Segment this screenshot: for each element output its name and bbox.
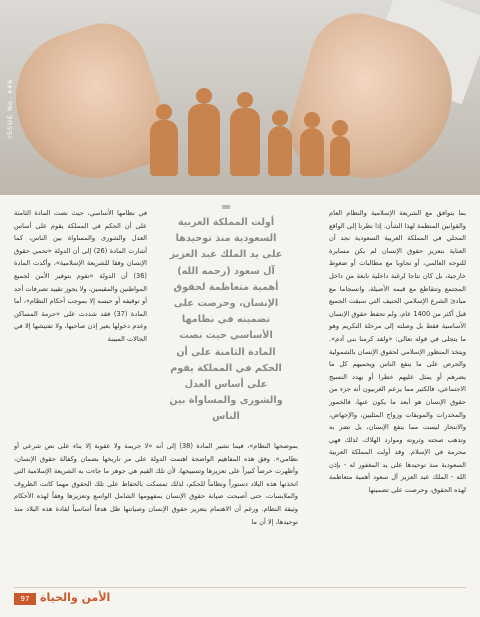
- column-left-continuation: [14, 440, 298, 528]
- pull-quote-text: أولت المملكة العربية السعودية منذ توحيدها على يد الملك عبد العزيز آل سعود (رحمه الله) أهمية متعاظمة لحقوق الإنسان، وحرصت على تضمينه في نظامها الأساسي حيث نصت المادة الثامنة على أن الحكم في المملكة يقوم على أساس العدل والشورى والمساواة بين الناس: [169, 217, 283, 423]
- family-figure: [230, 108, 260, 176]
- column-left-text: في نظامها الأساسي، حيث نصت المادة الثامنة على أن الحكم في المملكة يقوم على أساس العدل والشورى والمساواة بين الناس، كما أشارت المادة (26) إلى أن الدولة «تحمي حقوق الإنسان وفقا للشريعة الإسلامية»، وأكدت المادة (36) أن الدولة «تقوم بتوفير الأمن لجميع المواطنين والمقيمين، ولا يجوز تقييد تصرفات أحد أو توقيفه أو حبسه إلا بموجب أحكام النظام»، أما المادة (37) فقد شددت على «حرمة المساكن وعدم دخولها بغير إذن صاحبها، ولا تفتيشها إلا في الحالات المبينة: [14, 209, 147, 343]
- magazine-brand: الأمن والحياة: [40, 591, 111, 604]
- family-figure: [188, 104, 220, 176]
- column-left-continuation-text: بموضحها النظام»، فيما تشير المادة (38) إلى أنه «لا جريمة ولا عقوبة إلا بناء على نص شرعي أو نظامي». وفق هذه المفاهيم الواضحة اهتمت الدولة على مر تاريخها بضمان وكفالة حقوق الإنسان، وأظهرت حرصاً كبيراً على تعزيزها وتسييجها، لأن تلك القيم هي جوهر ما جاءت به الشريعة الإسلامية التي اتخذتها هذه البلاد دستوراً ونظاماً للحكم، لذلك تمسكت بالحفاظ على تلك الحقوق مهما كانت الظروف والملابسات، حتى أصبحت صيانة حقوق الإنسان بمفهومها الشامل الواسع وتعزيزها وفقاً لهذه الأحكام وثيقة النظام. ورغم أن الاهتمام بتعزيز حقوق الإنسان وصيانتها ظل هدفاً أساسياً لقادة هذه البلاد منذ توحيدها، إلا أن ما: [14, 442, 298, 526]
- family-figure: [330, 136, 350, 176]
- family-figure: [150, 120, 178, 176]
- column-right-text: بما يتوافق مع الشريعة الإسلامية والنظام العام والقوانين المنظمة لهذا الشأن. إذا نظرنا إلى الواقع المحلي في المملكة العربية السعودية نجد أن العناية بتعزيز حقوق الإنسان لم يكن مسايرة للتوجه العالمي، أو تجاوبا مع مطالبات أو ضغوط خارجية، بل كان نتاجا لرغبة داخلية نابعة من داخل المجتمع وتتقاطع مع قيمه الأصيلة، وانسجاما مع مبادئ الشرع الإسلامي الحنيف التي سبقت الجميع قبل أكثر من 1400 عام، ولم تحفظ حقوق الإنسان الأساسية فقط بل وصلته إلى مرحلة التكريم وهو ما يتجلى في قوله تعالى: «ولقد كرمنا بني آدم». ويتخذ المنظور الإسلامي لحقوق الإنسان بالشمولية والحرص على ما ينفع الناس ويحميهم كل ما يضرهم أو يمثل عليهم خطرا أو يهدد النسيج الاجتماعي، فالكثير مما يزعم الغربيون أنه جزء من حقوق الإنسان هو أبعد ما يكون عنها، فالخمور والمخدرات والموبقات وزواج المثليين، والإجهاض، والانتحار ليست مما ينفع الإنسان، بل تضر به وتذهب صحته وثروته وموارد الهلاك، لذلك فهي محرمة في الإسلام. وقد أولت المملكة العربية السعودية منذ توحيدها على يد المغفور له - بإذن الله - الملك عبد العزيز آل سعود أهمية متعاظمة لهذه الحقوق، وحرصت على تضمينها: [329, 209, 467, 495]
- page-footer: [0, 585, 480, 617]
- column-right: [329, 207, 466, 497]
- footer-divider: [14, 587, 466, 588]
- pull-quote: [166, 215, 286, 426]
- header-photo: [0, 0, 480, 195]
- family-figure: [268, 126, 292, 176]
- column-left: [14, 207, 147, 346]
- issue-label: ISSUE No. 446: [6, 78, 14, 138]
- pull-quote-bar: [222, 205, 230, 209]
- issue-number: [4, 68, 18, 148]
- page-number: 97: [14, 593, 36, 605]
- family-figure: [300, 128, 324, 176]
- article-body: [14, 207, 466, 587]
